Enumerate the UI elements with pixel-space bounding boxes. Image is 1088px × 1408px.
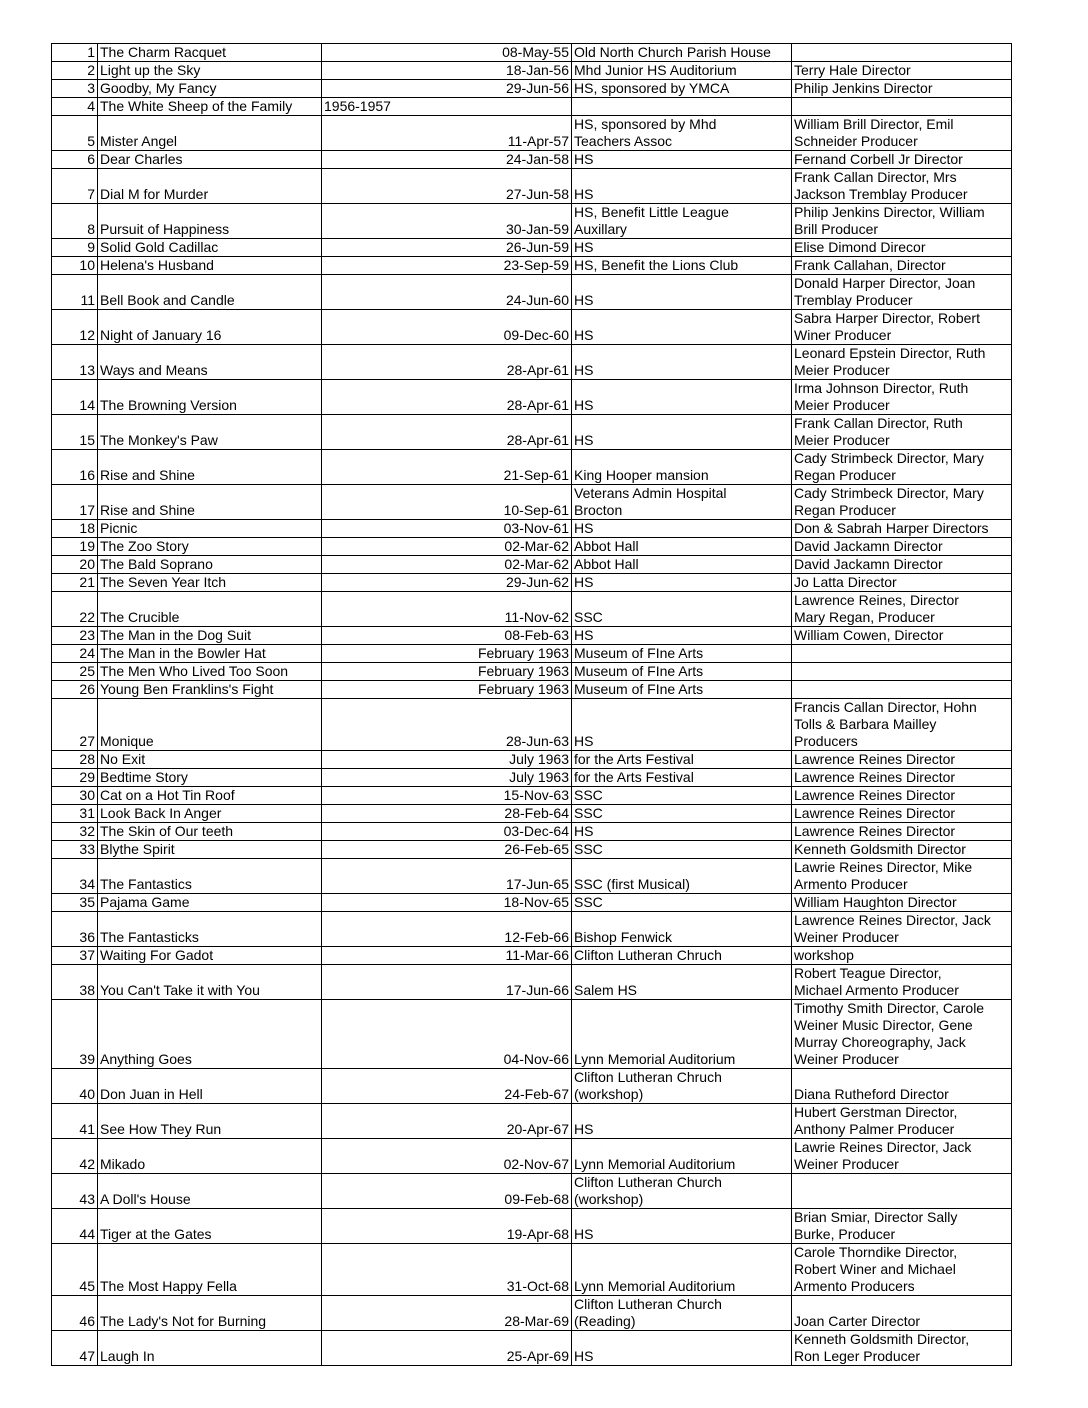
row-number: 45	[52, 1244, 98, 1296]
play-title: The Monkey's Paw	[98, 415, 322, 450]
credits: Cady Strimbeck Director, Mary Regan Producer	[792, 450, 1012, 485]
credits: Robert Teague Director, Michael Armento Producer	[792, 965, 1012, 1000]
row-number: 42	[52, 1139, 98, 1174]
play-title: Look Back In Anger	[98, 805, 322, 823]
performance-date: 12-Feb-66	[322, 912, 572, 947]
play-title: Waiting For Gadot	[98, 947, 322, 965]
performance-date: 28-Apr-61	[322, 345, 572, 380]
performance-date: 04-Nov-66	[322, 1000, 572, 1069]
play-title: Anything Goes	[98, 1000, 322, 1069]
row-number: 47	[52, 1331, 98, 1366]
row-number: 13	[52, 345, 98, 380]
play-title: The Fantastics	[98, 859, 322, 894]
row-number: 30	[52, 787, 98, 805]
play-title: The Fantasticks	[98, 912, 322, 947]
row-number: 22	[52, 592, 98, 627]
venue: Clifton Lutheran Chruch (workshop)	[572, 1069, 792, 1104]
credits: Lawrence Reines Director	[792, 751, 1012, 769]
row-number: 8	[52, 204, 98, 239]
row-number: 34	[52, 859, 98, 894]
play-title: Pajama Game	[98, 894, 322, 912]
row-number: 7	[52, 169, 98, 204]
performance-date: 28-Apr-61	[322, 380, 572, 415]
venue: HS	[572, 415, 792, 450]
row-number: 17	[52, 485, 98, 520]
table-row	[52, 592, 1012, 627]
credits: workshop	[792, 947, 1012, 965]
credits: Brian Smiar, Director Sally Burke, Producer	[792, 1209, 1012, 1244]
row-number: 10	[52, 257, 98, 275]
play-title: Solid Gold Cadillac	[98, 239, 322, 257]
credits: Elise Dimond Direcor	[792, 239, 1012, 257]
row-number: 41	[52, 1104, 98, 1139]
credits: Lawrence Reines Director	[792, 769, 1012, 787]
table-row	[52, 1296, 1012, 1331]
performance-date: 11-Nov-62	[322, 592, 572, 627]
row-number: 26	[52, 681, 98, 699]
performance-date: February 1963	[322, 645, 572, 663]
play-title: The Man in the Bowler Hat	[98, 645, 322, 663]
row-number: 28	[52, 751, 98, 769]
table-row	[52, 239, 1012, 257]
credits: William Brill Director, Emil Schneider Producer	[792, 116, 1012, 151]
venue: Lynn Memorial Auditorium	[572, 1139, 792, 1174]
performance-date: 08-Feb-63	[322, 627, 572, 645]
performance-date: February 1963	[322, 681, 572, 699]
play-title: Monique	[98, 699, 322, 751]
performance-date: 10-Sep-61	[322, 485, 572, 520]
venue: Abbot Hall	[572, 538, 792, 556]
play-title: Helena's Husband	[98, 257, 322, 275]
performance-date: 21-Sep-61	[322, 450, 572, 485]
credits: Philip Jenkins Director	[792, 80, 1012, 98]
credits: Lawrie Reines Director, Mike Armento Producer	[792, 859, 1012, 894]
credits: Timothy Smith Director, Carole Weiner Music Director, Gene Murray Choreography, Jack Weiner Producer	[792, 1000, 1012, 1069]
table-row	[52, 769, 1012, 787]
venue: HS	[572, 151, 792, 169]
table-row	[52, 520, 1012, 538]
venue: HS	[572, 169, 792, 204]
credits: William Haughton Director	[792, 894, 1012, 912]
performance-date: 28-Feb-64	[322, 805, 572, 823]
venue: HS	[572, 345, 792, 380]
table-row	[52, 62, 1012, 80]
venue: HS	[572, 699, 792, 751]
row-number: 24	[52, 645, 98, 663]
credits: William Cowen, Director	[792, 627, 1012, 645]
venue: Abbot Hall	[572, 556, 792, 574]
table-row	[52, 310, 1012, 345]
table-row	[52, 912, 1012, 947]
venue: Old North Church Parish House	[572, 44, 792, 62]
venue: Bishop Fenwick	[572, 912, 792, 947]
performance-date: 11-Apr-57	[322, 116, 572, 151]
table-row	[52, 841, 1012, 859]
table-row	[52, 275, 1012, 310]
venue: HS	[572, 1209, 792, 1244]
table-row	[52, 204, 1012, 239]
performance-date: 30-Jan-59	[322, 204, 572, 239]
credits: Fernand Corbell Jr Director	[792, 151, 1012, 169]
venue: HS	[572, 823, 792, 841]
table-row	[52, 787, 1012, 805]
row-number: 16	[52, 450, 98, 485]
play-title: Rise and Shine	[98, 450, 322, 485]
venue: SSC (first Musical)	[572, 859, 792, 894]
credits	[792, 44, 1012, 62]
performance-date: 09-Dec-60	[322, 310, 572, 345]
play-title: Light up the Sky	[98, 62, 322, 80]
venue: HS	[572, 1331, 792, 1366]
performance-date: 27-Jun-58	[322, 169, 572, 204]
table-row	[52, 1209, 1012, 1244]
credits: Frank Callahan, Director	[792, 257, 1012, 275]
table-row	[52, 169, 1012, 204]
performance-date: 03-Nov-61	[322, 520, 572, 538]
row-number: 36	[52, 912, 98, 947]
performance-date: 02-Mar-62	[322, 538, 572, 556]
play-title: Dial M for Murder	[98, 169, 322, 204]
table-row	[52, 151, 1012, 169]
venue: HS	[572, 275, 792, 310]
performance-date: 09-Feb-68	[322, 1174, 572, 1209]
credits: Lawrence Reines Director	[792, 805, 1012, 823]
row-number: 25	[52, 663, 98, 681]
venue: HS	[572, 239, 792, 257]
row-number: 38	[52, 965, 98, 1000]
row-number: 31	[52, 805, 98, 823]
credits	[792, 1174, 1012, 1209]
performance-date: 18-Jan-56	[322, 62, 572, 80]
table-row	[52, 485, 1012, 520]
performance-date: 17-Jun-65	[322, 859, 572, 894]
credits: Francis Callan Director, Hohn Tolls & Barbara Mailley Producers	[792, 699, 1012, 751]
venue: Salem HS	[572, 965, 792, 1000]
performance-date: 31-Oct-68	[322, 1244, 572, 1296]
row-number: 39	[52, 1000, 98, 1069]
play-title: The Men Who Lived Too Soon	[98, 663, 322, 681]
play-title: Goodby, My Fancy	[98, 80, 322, 98]
table-row	[52, 1104, 1012, 1139]
performance-date: 25-Apr-69	[322, 1331, 572, 1366]
play-title: A Doll's House	[98, 1174, 322, 1209]
venue: SSC	[572, 592, 792, 627]
play-title: The White Sheep of the Family	[98, 98, 322, 116]
performance-date: 03-Dec-64	[322, 823, 572, 841]
venue: HS, sponsored by Mhd Teachers Assoc	[572, 116, 792, 151]
table-row	[52, 450, 1012, 485]
credits: Frank Callan Director, Ruth Meier Producer	[792, 415, 1012, 450]
play-title: See How They Run	[98, 1104, 322, 1139]
row-number: 23	[52, 627, 98, 645]
performance-date: 18-Nov-65	[322, 894, 572, 912]
performance-date: 02-Nov-67	[322, 1139, 572, 1174]
row-number: 43	[52, 1174, 98, 1209]
play-title: Blythe Spirit	[98, 841, 322, 859]
performance-date: 23-Sep-59	[322, 257, 572, 275]
credits: Carole Thorndike Director, Robert Winer and Michael Armento Producers	[792, 1244, 1012, 1296]
venue: SSC	[572, 787, 792, 805]
venue: King Hooper mansion	[572, 450, 792, 485]
row-number: 5	[52, 116, 98, 151]
credits: Jo Latta Director	[792, 574, 1012, 592]
credits: Kenneth Goldsmith Director, Ron Leger Producer	[792, 1331, 1012, 1366]
row-number: 46	[52, 1296, 98, 1331]
performance-date: February 1963	[322, 663, 572, 681]
venue: Veterans Admin Hospital Brocton	[572, 485, 792, 520]
row-number: 20	[52, 556, 98, 574]
venue: Museum of FIne Arts	[572, 645, 792, 663]
credits: Frank Callan Director, Mrs Jackson Tremblay Producer	[792, 169, 1012, 204]
venue: Clifton Lutheran Church (Reading)	[572, 1296, 792, 1331]
play-title: The Man in the Dog Suit	[98, 627, 322, 645]
row-number: 37	[52, 947, 98, 965]
venue: HS	[572, 627, 792, 645]
table-row	[52, 663, 1012, 681]
productions-table-body	[52, 44, 1012, 1366]
row-number: 3	[52, 80, 98, 98]
row-number: 2	[52, 62, 98, 80]
table-row	[52, 556, 1012, 574]
venue: Museum of FIne Arts	[572, 681, 792, 699]
credits: Irma Johnson Director, Ruth Meier Producer	[792, 380, 1012, 415]
table-row	[52, 80, 1012, 98]
row-number: 12	[52, 310, 98, 345]
table-row	[52, 574, 1012, 592]
row-number: 15	[52, 415, 98, 450]
venue: HS	[572, 520, 792, 538]
play-title: Cat on a Hot Tin Roof	[98, 787, 322, 805]
credits	[792, 645, 1012, 663]
row-number: 18	[52, 520, 98, 538]
performance-date: 02-Mar-62	[322, 556, 572, 574]
venue: HS	[572, 310, 792, 345]
table-row	[52, 645, 1012, 663]
row-number: 32	[52, 823, 98, 841]
play-title: Rise and Shine	[98, 485, 322, 520]
table-row	[52, 823, 1012, 841]
table-row	[52, 1069, 1012, 1104]
performance-date: 19-Apr-68	[322, 1209, 572, 1244]
play-title: Young Ben Franklins's Fight	[98, 681, 322, 699]
credits: Lawrie Reines Director, Jack Weiner Producer	[792, 1139, 1012, 1174]
credits: Philip Jenkins Director, William Brill Producer	[792, 204, 1012, 239]
performance-date: 29-Jun-62	[322, 574, 572, 592]
performance-date: 20-Apr-67	[322, 1104, 572, 1139]
row-number: 19	[52, 538, 98, 556]
performance-date: 24-Feb-67	[322, 1069, 572, 1104]
performance-date: 26-Feb-65	[322, 841, 572, 859]
credits	[792, 681, 1012, 699]
table-row	[52, 681, 1012, 699]
play-title: The Zoo Story	[98, 538, 322, 556]
table-row	[52, 415, 1012, 450]
credits: Lawrence Reines, Director Mary Regan, Producer	[792, 592, 1012, 627]
play-title: Bell Book and Candle	[98, 275, 322, 310]
credits: Donald Harper Director, Joan Tremblay Producer	[792, 275, 1012, 310]
credits: Sabra Harper Director, Robert Winer Producer	[792, 310, 1012, 345]
venue: HS	[572, 574, 792, 592]
row-number: 11	[52, 275, 98, 310]
venue: HS, sponsored by YMCA	[572, 80, 792, 98]
venue: Clifton Lutheran Chruch	[572, 947, 792, 965]
row-number: 27	[52, 699, 98, 751]
table-row	[52, 699, 1012, 751]
performance-date: 24-Jan-58	[322, 151, 572, 169]
venue: HS	[572, 380, 792, 415]
venue: for the Arts Festival	[572, 769, 792, 787]
venue: for the Arts Festival	[572, 751, 792, 769]
venue: SSC	[572, 841, 792, 859]
play-title: Tiger at the Gates	[98, 1209, 322, 1244]
performance-date: 15-Nov-63	[322, 787, 572, 805]
row-number: 33	[52, 841, 98, 859]
credits: Kenneth Goldsmith Director	[792, 841, 1012, 859]
play-title: Night of January 16	[98, 310, 322, 345]
table-row	[52, 380, 1012, 415]
venue: SSC	[572, 894, 792, 912]
credits: Lawrence Reines Director	[792, 823, 1012, 841]
play-title: Ways and Means	[98, 345, 322, 380]
venue: HS, Benefit Little League Auxillary	[572, 204, 792, 239]
venue: Clifton Lutheran Church (workshop)	[572, 1174, 792, 1209]
table-row	[52, 1174, 1012, 1209]
venue: Lynn Memorial Auditorium	[572, 1244, 792, 1296]
table-row	[52, 1139, 1012, 1174]
play-title: The Browning Version	[98, 380, 322, 415]
table-row	[52, 1331, 1012, 1366]
productions-table	[51, 43, 1012, 1366]
table-row	[52, 345, 1012, 380]
play-title: Bedtime Story	[98, 769, 322, 787]
play-title: Pursuit of Happiness	[98, 204, 322, 239]
row-number: 44	[52, 1209, 98, 1244]
play-title: The Skin of Our teeth	[98, 823, 322, 841]
table-row	[52, 538, 1012, 556]
play-title: Mister Angel	[98, 116, 322, 151]
credits	[792, 98, 1012, 116]
table-row	[52, 116, 1012, 151]
table-row	[52, 751, 1012, 769]
credits: Cady Strimbeck Director, Mary Regan Producer	[792, 485, 1012, 520]
play-title: No Exit	[98, 751, 322, 769]
performance-date: 08-May-55	[322, 44, 572, 62]
credits: Lawrence Reines Director	[792, 787, 1012, 805]
row-number: 14	[52, 380, 98, 415]
play-title: The Most Happy Fella	[98, 1244, 322, 1296]
performance-date: July 1963	[322, 769, 572, 787]
table-row	[52, 98, 1012, 116]
table-row	[52, 805, 1012, 823]
row-number: 35	[52, 894, 98, 912]
play-title: Don Juan in Hell	[98, 1069, 322, 1104]
venue	[572, 98, 792, 116]
credits: Lawrence Reines Director, Jack Weiner Producer	[792, 912, 1012, 947]
venue: Mhd Junior HS Auditorium	[572, 62, 792, 80]
credits	[792, 663, 1012, 681]
table-row	[52, 257, 1012, 275]
row-number: 4	[52, 98, 98, 116]
play-title: Laugh In	[98, 1331, 322, 1366]
credits: Diana Rutheford Director	[792, 1069, 1012, 1104]
table-row	[52, 1000, 1012, 1069]
credits: David Jackamn Director	[792, 556, 1012, 574]
table-row	[52, 859, 1012, 894]
table-row	[52, 627, 1012, 645]
play-title: The Bald Soprano	[98, 556, 322, 574]
credits: Don & Sabrah Harper Directors	[792, 520, 1012, 538]
venue: HS	[572, 1104, 792, 1139]
play-title: Mikado	[98, 1139, 322, 1174]
venue: HS, Benefit the Lions Club	[572, 257, 792, 275]
credits: Leonard Epstein Director, Ruth Meier Producer	[792, 345, 1012, 380]
table-row	[52, 894, 1012, 912]
performance-date: 26-Jun-59	[322, 239, 572, 257]
play-title: You Can't Take it with You	[98, 965, 322, 1000]
performance-date: 24-Jun-60	[322, 275, 572, 310]
table-row	[52, 44, 1012, 62]
performance-date: 28-Apr-61	[322, 415, 572, 450]
row-number: 40	[52, 1069, 98, 1104]
row-number: 21	[52, 574, 98, 592]
performance-date: 1956-1957	[322, 98, 572, 116]
performance-date: 17-Jun-66	[322, 965, 572, 1000]
play-title: The Lady's Not for Burning	[98, 1296, 322, 1331]
performance-date: July 1963	[322, 751, 572, 769]
row-number: 9	[52, 239, 98, 257]
row-number: 29	[52, 769, 98, 787]
credits: Terry Hale Director	[792, 62, 1012, 80]
row-number: 6	[52, 151, 98, 169]
venue: Museum of FIne Arts	[572, 663, 792, 681]
play-title: The Charm Racquet	[98, 44, 322, 62]
credits: Joan Carter Director	[792, 1296, 1012, 1331]
venue: Lynn Memorial Auditorium	[572, 1000, 792, 1069]
table-row	[52, 1244, 1012, 1296]
performance-date: 11-Mar-66	[322, 947, 572, 965]
credits: David Jackamn Director	[792, 538, 1012, 556]
play-title: Picnic	[98, 520, 322, 538]
performance-date: 28-Mar-69	[322, 1296, 572, 1331]
play-title: The Seven Year Itch	[98, 574, 322, 592]
table-row	[52, 947, 1012, 965]
credits: Hubert Gerstman Director, Anthony Palmer Producer	[792, 1104, 1012, 1139]
play-title: The Crucible	[98, 592, 322, 627]
row-number: 1	[52, 44, 98, 62]
table-row	[52, 965, 1012, 1000]
play-title: Dear Charles	[98, 151, 322, 169]
venue: SSC	[572, 805, 792, 823]
performance-date: 29-Jun-56	[322, 80, 572, 98]
performance-date: 28-Jun-63	[322, 699, 572, 751]
